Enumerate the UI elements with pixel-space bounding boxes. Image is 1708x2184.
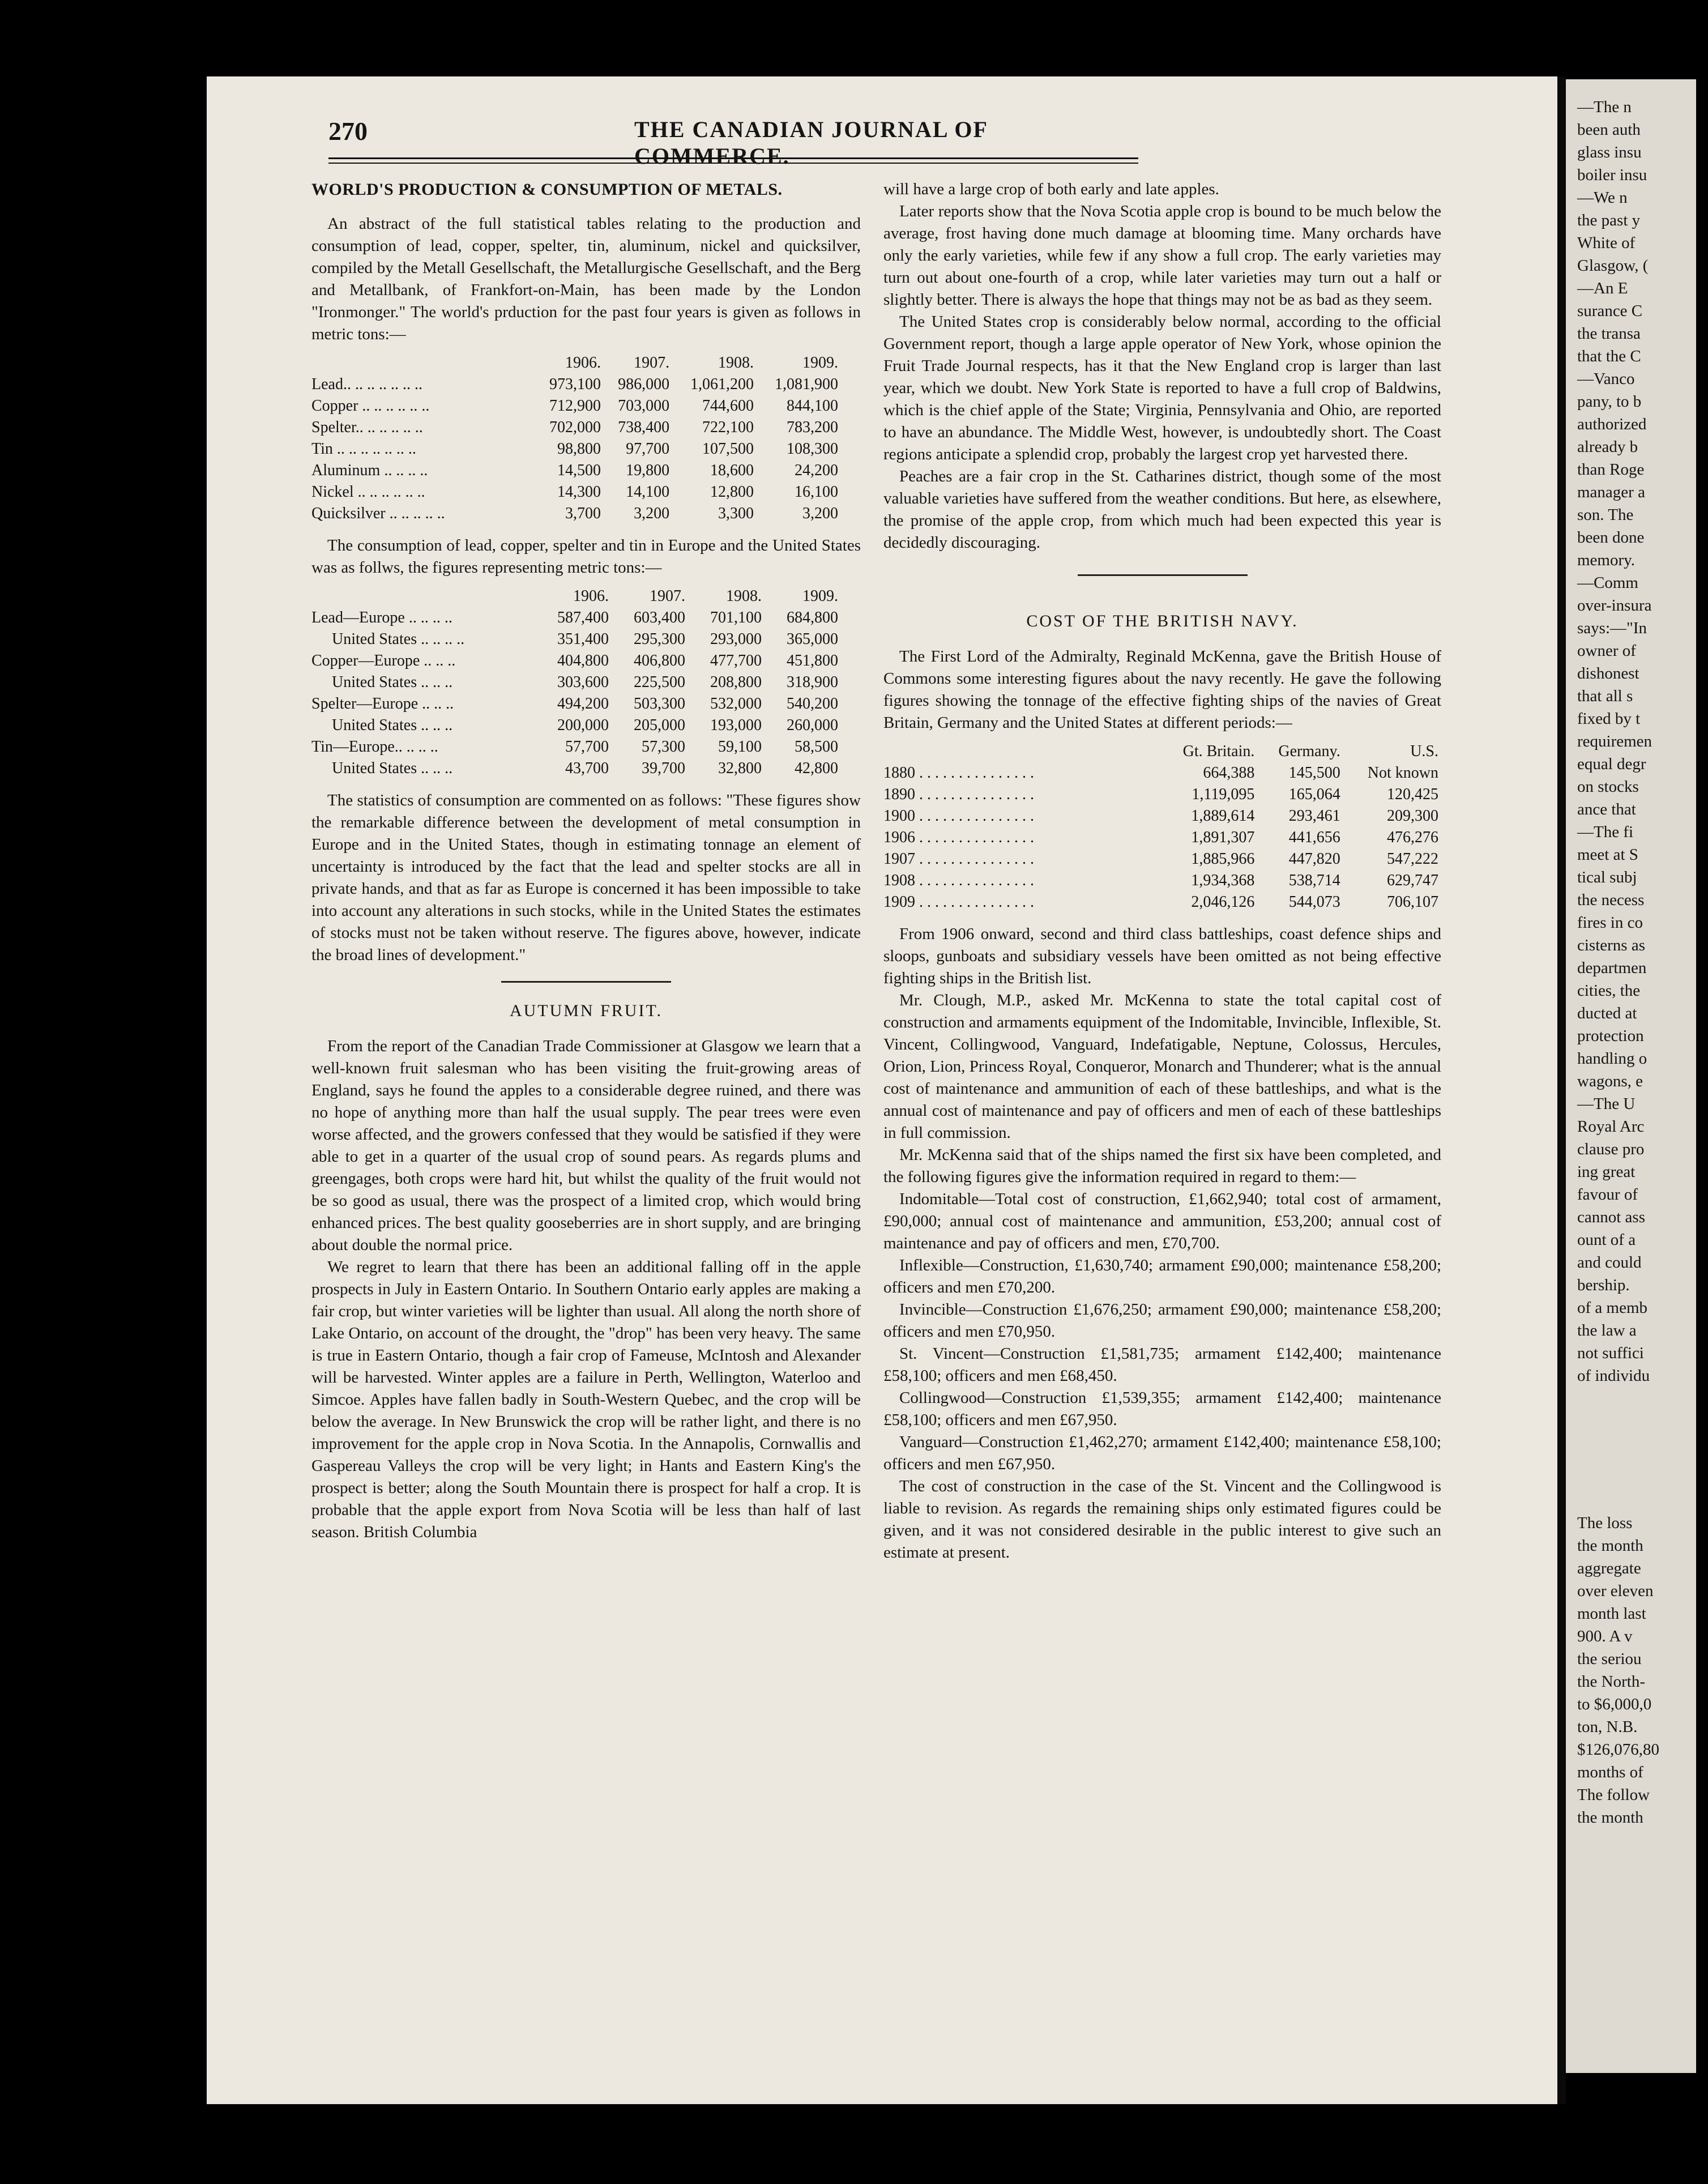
consumption-row xyxy=(311,693,838,715)
adjacent-page-line: 900. A v xyxy=(1577,1627,1633,1645)
navy-tonnage-value: 476,276 xyxy=(1387,829,1438,846)
production-value: 24,200 xyxy=(795,462,838,479)
production-value: 702,000 xyxy=(549,419,601,436)
production-value: 783,200 xyxy=(787,419,838,436)
adjacent-page-line: protection xyxy=(1577,1027,1644,1045)
navy-year: 1908 . . . . . . . . . . . . . . . xyxy=(883,872,1034,889)
adjacent-page-line: months of xyxy=(1577,1763,1643,1781)
fruit-paragraph-6: Peaches are a fair crop in the St. Catharines district, though some of the most valuable varieties have suffered from the weather conditions. But here, as elsewhere, the promise of the apple crop, from which much had been expected this year is decidedly discouraging. xyxy=(883,467,1441,552)
adjacent-page-line: boiler insu xyxy=(1577,166,1647,184)
adjacent-page-line: that the C xyxy=(1577,347,1641,365)
navy-tonnage-value: 1,934,368 xyxy=(1191,872,1255,889)
consumption-label: Tin—Europe.. .. .. .. xyxy=(311,738,438,756)
production-value: 738,400 xyxy=(618,419,670,436)
consumption-value: 365,000 xyxy=(787,630,838,648)
production-value: 16,100 xyxy=(795,483,838,501)
production-table xyxy=(311,352,838,524)
section-divider xyxy=(1078,574,1248,576)
adjacent-page-line: fixed by t xyxy=(1577,710,1641,728)
production-value: 19,800 xyxy=(626,462,670,479)
consumption-table xyxy=(311,586,838,779)
adjacent-page-line: the law a xyxy=(1577,1321,1637,1340)
adjacent-page-line: manager a xyxy=(1577,483,1645,501)
consumption-value: 43,700 xyxy=(565,760,609,777)
adjacent-page-line: clause pro xyxy=(1577,1140,1645,1158)
navy-tonnage-value: 1,889,614 xyxy=(1191,807,1255,825)
production-value: 1,061,200 xyxy=(690,376,754,393)
consumption-value: 39,700 xyxy=(642,760,685,777)
production-value: 703,000 xyxy=(618,397,670,415)
consumption-value: 532,000 xyxy=(710,695,762,713)
production-row xyxy=(311,481,838,503)
navy-tonnage-value: 120,425 xyxy=(1387,786,1438,803)
production-value: 1,081,900 xyxy=(775,376,838,393)
metals-commentary: The statistics of consumption are commented on as follows: "These figures show the remarkable difference between the development of metal consumption in Europe and in the United States, though in estimating tonnage an element of uncertainty is introduced by the fact that the lead and spelter stocks are all in private hands, and that as far as Europe is concerned it has been impossible to take into account any alterations in such stocks, while in the United States the estimates of stocks must not be taken without reserve. The figures above, however, indicate the broad lines of development." xyxy=(311,791,861,964)
adjacent-page-line: favour of xyxy=(1577,1185,1638,1204)
production-value: 12,800 xyxy=(710,483,754,501)
production-year: 1908. xyxy=(718,354,754,372)
consumption-value: 494,200 xyxy=(557,695,609,713)
fruit-paragraph-5: The United States crop is considerably below normal, according to the official Government report, though a large apple operator of New York, whose opinion the Fruit Trade Journal respects, has it that the New England crop is larger than last year, which we doubt. New York State is reported to have a full crop of Baldwins, which is the chief apple of the State; Virginia, Pennsylvania and Ohio, are reported to have an abundance. The Middle West, however, is undoubtedly short. The Coast regions anticipate a splendid crop, probably the largest crop yet harvested there. xyxy=(883,313,1441,463)
navy-year: 1890 . . . . . . . . . . . . . . . xyxy=(883,786,1034,803)
adjacent-page-line: surance C xyxy=(1577,302,1643,320)
consumption-value: 205,000 xyxy=(634,716,685,734)
adjacent-page-line: ount of a xyxy=(1577,1231,1636,1249)
navy-year: 1906 . . . . . . . . . . . . . . . xyxy=(883,829,1034,846)
production-value: 3,700 xyxy=(565,505,601,522)
consumption-label: Spelter—Europe .. .. .. xyxy=(311,695,454,713)
page-header xyxy=(328,116,1138,169)
consumption-value: 42,800 xyxy=(795,760,838,777)
navy-year: 1907 . . . . . . . . . . . . . . . xyxy=(883,850,1034,868)
consumption-value: 193,000 xyxy=(710,716,762,734)
metal-label: Quicksilver .. .. .. .. .. xyxy=(311,505,445,522)
adjacent-page-line: —We n xyxy=(1577,189,1628,207)
adjacent-page-line: meet at S xyxy=(1577,846,1638,864)
production-table-header xyxy=(311,352,838,374)
ship-cost-paragraph: St. Vincent—Construction £1,581,735; armament £142,400; maintenance £58,100; officers and men £68,450. xyxy=(883,1345,1441,1385)
consumption-row xyxy=(311,758,838,779)
ship-cost-paragraph: Collingwood—Construction £1,539,355; armament £142,400; maintenance £58,100; officers and men £67,950. xyxy=(883,1389,1441,1429)
production-row xyxy=(311,503,838,524)
adjacent-page-line: and could xyxy=(1577,1253,1642,1272)
navy-tonnage-value: 1,891,307 xyxy=(1191,829,1255,846)
adjacent-page-line: the seriou xyxy=(1577,1650,1642,1668)
navy-tonnage-value: 1,885,966 xyxy=(1191,850,1255,868)
adjacent-page-line: that all s xyxy=(1577,687,1633,705)
consumption-value: 540,200 xyxy=(787,695,838,713)
consumption-row xyxy=(311,607,838,629)
metal-label: Copper .. .. .. .. .. .. xyxy=(311,397,430,415)
adjacent-page-line: glass insu xyxy=(1577,143,1642,161)
consumption-row xyxy=(311,629,838,650)
production-value: 14,100 xyxy=(626,483,670,501)
adjacent-page-line: Glasgow, ( xyxy=(1577,257,1649,275)
consumption-value: 32,800 xyxy=(718,760,762,777)
adjacent-page-line: been auth xyxy=(1577,121,1641,139)
consumption-value: 57,300 xyxy=(642,738,685,756)
adjacent-page-line: been done xyxy=(1577,528,1645,547)
production-value: 98,800 xyxy=(557,440,601,458)
adjacent-page-line: ducted at xyxy=(1577,1004,1637,1022)
navy-row xyxy=(883,891,1438,913)
consumption-value: 208,800 xyxy=(710,673,762,691)
adjacent-page-line: The follow xyxy=(1577,1786,1650,1804)
fruit-paragraph-3: will have a large crop of both early and late apples. xyxy=(883,180,1219,198)
ship-cost-list xyxy=(883,1188,1441,1475)
production-value: 107,500 xyxy=(702,440,754,458)
navy-tonnage-value: 2,046,126 xyxy=(1191,893,1255,911)
consumption-row xyxy=(311,672,838,693)
adjacent-page-line: authorized xyxy=(1577,415,1647,433)
adjacent-page-line: —Vanco xyxy=(1577,370,1635,388)
fruit-heading: AUTUMN FRUIT. xyxy=(509,1001,663,1020)
navy-column-header: U.S. xyxy=(1410,743,1438,760)
adjacent-page-line: fires in co xyxy=(1577,914,1643,932)
adjacent-page-line: ton, N.B. xyxy=(1577,1718,1638,1736)
production-value: 14,500 xyxy=(557,462,601,479)
adjacent-page-line: owner of xyxy=(1577,642,1636,660)
navy-row xyxy=(883,870,1438,891)
fruit-paragraph-2: We regret to learn that there has been an additional falling off in the apple prospects in July in Eastern Ontario. In Southern Ontario early apples are making a fair crop, but winter varieties will be lighter than usual. All along the north shore of Lake Ontario, on account of the drought, the "drop" has been very heavy. The same is true in Eastern Ontario, though a fair crop of Fameuse, McIntosh and Alexander will be harvested. Winter apples are a failure in Perth, Wellington, Waterloo and Simcoe. Apples have fallen badly in South-Western Quebec, and the crop will be below the average. In New Brunswick the crop will be rather light, and there is no improvement for the apple crop in Nova Scotia. In the Annapolis, Cornwallis and Gaspereau Valleys the crop will be very light; in Hants and Eastern King's the prospect is better; along the South Mountain there is prospect for half a crop. It is probable that the apple export from Nova Scotia will be less than half of last season. British Columbia xyxy=(311,1258,861,1541)
consumption-label: United States .. .. .. xyxy=(332,760,453,777)
navy-row xyxy=(883,762,1438,784)
adjacent-page-line: over-insura xyxy=(1577,596,1652,615)
navy-row xyxy=(883,805,1438,827)
production-value: 14,300 xyxy=(557,483,601,501)
adjacent-page-line: pany, to b xyxy=(1577,393,1642,411)
consumption-row xyxy=(311,715,838,736)
navy-tonnage-value: Not known xyxy=(1367,764,1438,782)
consumption-value: 260,000 xyxy=(787,716,838,734)
adjacent-page-line: aggregate xyxy=(1577,1559,1641,1577)
adjacent-page-line: —An E xyxy=(1577,279,1628,297)
adjacent-page-line: White of xyxy=(1577,234,1636,252)
consumption-value: 406,800 xyxy=(634,652,685,669)
adjacent-page-line: son. The xyxy=(1577,506,1634,524)
adjacent-page-line: —The n xyxy=(1577,98,1632,116)
consumption-label: Copper—Europe .. .. .. xyxy=(311,652,456,669)
production-value: 712,900 xyxy=(549,397,601,415)
production-value: 97,700 xyxy=(626,440,670,458)
adjacent-page-line: ing great xyxy=(1577,1163,1636,1181)
navy-tonnage-value: 664,388 xyxy=(1203,764,1255,782)
navy-tonnage-value: 165,064 xyxy=(1288,786,1340,803)
consumption-value: 225,500 xyxy=(634,673,685,691)
consumption-value: 200,000 xyxy=(557,716,609,734)
adjacent-page-line: requiremen xyxy=(1577,732,1653,750)
navy-row xyxy=(883,784,1438,805)
production-value: 744,600 xyxy=(702,397,754,415)
consumption-value: 503,300 xyxy=(634,695,685,713)
adjacent-page-line: the necess xyxy=(1577,891,1645,909)
adjacent-page-line: the month xyxy=(1577,1808,1643,1827)
adjacent-page-line: departmen xyxy=(1577,959,1647,977)
adjacent-page-line: of individu xyxy=(1577,1367,1650,1385)
adjacent-page-line: ance that xyxy=(1577,800,1636,818)
adjacent-page-line: not suffici xyxy=(1577,1344,1644,1362)
consumption-row xyxy=(311,650,838,672)
production-value: 722,100 xyxy=(702,419,754,436)
consumption-label: United States .. .. .. xyxy=(332,673,453,691)
consumption-year: 1907. xyxy=(650,587,685,605)
consumption-value: 477,700 xyxy=(710,652,762,669)
navy-tonnage-value: 209,300 xyxy=(1387,807,1438,825)
consumption-value: 293,000 xyxy=(710,630,762,648)
header-rule xyxy=(328,157,1138,164)
page-number: 270 xyxy=(328,117,368,146)
consumption-value: 58,500 xyxy=(795,738,838,756)
navy-heading: COST OF THE BRITISH NAVY. xyxy=(1026,612,1299,630)
consumption-value: 603,400 xyxy=(634,609,685,626)
adjacent-page-line: than Roge xyxy=(1577,460,1645,479)
production-year: 1909. xyxy=(802,354,838,372)
navy-paragraph-clough: Mr. Clough, M.P., asked Mr. McKenna to state the total capital cost of construction and armaments equipment of the Indomitable, Invincible, Inflexible, St. Vincent, Collingwood, Vanguard, Indefatigable, Neptune, Colossus, Hercules, Orion, Lion, Princess Royal, Conqueror, Monarch and Thunderer; what is the annual cost of maintenance and ammunition of each of these battleships, and what is the annual cost of maintenance and pay of officers and men of each of these battleships in full commission. xyxy=(883,991,1441,1142)
consumption-value: 59,100 xyxy=(718,738,762,756)
consumption-value: 295,300 xyxy=(634,630,685,648)
navy-tonnage-value: 547,222 xyxy=(1387,850,1438,868)
navy-year: 1880 . . . . . . . . . . . . . . . xyxy=(883,764,1034,782)
navy-paragraph-reply: Mr. McKenna said that of the ships named the first six have been completed, and the following figures give the information required in regard to them:— xyxy=(883,1146,1441,1186)
metals-intro: An abstract of the full statistical tables relating to the production and consumption of lead, copper, spelter, tin, aluminum, nickel and quicksilver, compiled by the Metall Gesellschaft, the Metallurgische Gesellschaft, and the Berg and Metallbank, of Frankfort-on-Main, has been made by the London "Ironmonger." The world's prduction for the past four years is given as follows in metric tons:— xyxy=(311,215,861,343)
navy-tonnage-value: 706,107 xyxy=(1387,893,1438,911)
navy-tonnage-value: 538,714 xyxy=(1288,872,1340,889)
ship-cost-paragraph: Inflexible—Construction, £1,630,740; armament £90,000; maintenance £58,200; officers and men £70,200. xyxy=(883,1256,1441,1296)
adjacent-page-line: The loss xyxy=(1577,1514,1633,1532)
journal-title: THE CANADIAN JOURNAL OF COMMERCE. xyxy=(634,117,988,169)
production-value: 844,100 xyxy=(787,397,838,415)
adjacent-page-line: the month xyxy=(1577,1537,1643,1555)
metal-label: Lead.. .. .. .. .. .. .. xyxy=(311,376,422,393)
production-row xyxy=(311,438,838,460)
adjacent-page-line: cisterns as xyxy=(1577,936,1645,954)
adjacent-page-line: memory. xyxy=(1577,551,1636,569)
adjacent-page-line: on stocks xyxy=(1577,778,1639,796)
consumption-value: 684,800 xyxy=(787,609,838,626)
consumption-value: 451,800 xyxy=(787,652,838,669)
right-column xyxy=(883,178,1441,1564)
consumption-label: Lead—Europe .. .. .. .. xyxy=(311,609,452,626)
consumption-value: 701,100 xyxy=(710,609,762,626)
navy-table-header xyxy=(883,741,1438,762)
production-value: 3,300 xyxy=(718,505,754,522)
production-row xyxy=(311,460,838,481)
adjacent-page-line: tical subj xyxy=(1577,868,1637,886)
adjacent-page-line: says:—"In xyxy=(1577,619,1647,637)
navy-column-header: Gt. Britain. xyxy=(1182,743,1255,760)
navy-tonnage-value: 544,073 xyxy=(1288,893,1340,911)
navy-year: 1900 . . . . . . . . . . . . . . . xyxy=(883,807,1034,825)
consumption-value: 351,400 xyxy=(557,630,609,648)
adjacent-page-line: the North- xyxy=(1577,1673,1645,1691)
section-divider xyxy=(501,981,671,983)
navy-tonnage-table xyxy=(883,741,1438,913)
production-value: 973,100 xyxy=(549,376,601,393)
production-value: 3,200 xyxy=(634,505,670,522)
adjacent-page-line: equal degr xyxy=(1577,755,1646,773)
consumption-intro: The consumption of lead, copper, spelter and tin in Europe and the United States was as follws, the figures representing metric tons:— xyxy=(311,536,861,577)
metals-heading: WORLD'S PRODUCTION & CONSUMPTION OF METALS. xyxy=(311,180,783,199)
metal-label: Spelter.. .. .. .. .. .. xyxy=(311,419,423,436)
navy-tonnage-value: 447,820 xyxy=(1288,850,1340,868)
adjacent-page-line: bership. xyxy=(1577,1276,1630,1294)
navy-intro: The First Lord of the Admiralty, Reginald McKenna, gave the British House of Commons some interesting figures about the navy recently. He gave the following figures showing the tonnage of the effective fighting ships of the navies of Great Britain, Germany and the United States at different periods:— xyxy=(883,647,1441,732)
production-row xyxy=(311,417,838,438)
adjacent-page-line: —Comm xyxy=(1577,574,1638,592)
navy-tonnage-value: 1,119,095 xyxy=(1192,786,1255,803)
consumption-value: 318,900 xyxy=(787,673,838,691)
ship-cost-paragraph: Indomitable—Total cost of construction, £1,662,940; total cost of armament, £90,000; annual cost of maintenance and ammunition, £53,200; annual cost of maintenance and pay of officers and men, £70,700. xyxy=(883,1190,1441,1252)
adjacent-page-line: to $6,000,0 xyxy=(1577,1695,1652,1713)
navy-paragraph-end: The cost of construction in the case of the St. Vincent and the Collingwood is liable to revision. As regards the remaining ships only estimated figures could be given, and it was not considered desirable in the public interest to give such an estimate at present. xyxy=(883,1477,1441,1562)
adjacent-page-line: cities, the xyxy=(1577,982,1641,1000)
adjacent-page-line: Royal Arc xyxy=(1577,1117,1645,1136)
production-year: 1906. xyxy=(565,354,601,372)
consumption-value: 57,700 xyxy=(565,738,609,756)
navy-tonnage-value: 145,500 xyxy=(1288,764,1340,782)
production-year: 1907. xyxy=(634,354,670,372)
adjacent-page-fragment xyxy=(1566,79,1696,2073)
adjacent-page-line: already b xyxy=(1577,438,1638,456)
consumption-label: United States .. .. .. xyxy=(332,716,453,734)
navy-tonnage-value: 441,656 xyxy=(1288,829,1340,846)
left-column xyxy=(311,178,861,1543)
production-value: 986,000 xyxy=(618,376,670,393)
adjacent-page-line: cannot ass xyxy=(1577,1208,1645,1226)
production-row xyxy=(311,374,838,395)
adjacent-page-line: handling o xyxy=(1577,1050,1647,1068)
adjacent-page-line: of a memb xyxy=(1577,1299,1648,1317)
adjacent-page-line: month last xyxy=(1577,1605,1646,1623)
consumption-label: United States .. .. .. .. xyxy=(332,630,465,648)
consumption-value: 404,800 xyxy=(557,652,609,669)
production-row xyxy=(311,395,838,417)
adjacent-page-line: —The fi xyxy=(1577,823,1634,841)
navy-column-header: Germany. xyxy=(1278,743,1340,760)
adjacent-page-line: $126,076,80 xyxy=(1577,1741,1659,1759)
adjacent-page-line: the transa xyxy=(1577,325,1641,343)
adjacent-page-line: —The U xyxy=(1577,1095,1636,1113)
adjacent-page-line: dishonest xyxy=(1577,664,1639,682)
navy-paragraph-omitted: From 1906 onward, second and third class battleships, coast defence ships and sloops, gunboats and subsidiary vessels have been omitted as not being effective fighting ships in the British list. xyxy=(883,925,1441,987)
ship-cost-paragraph: Invincible—Construction £1,676,250; armament £90,000; maintenance £58,200; officers and men £70,950. xyxy=(883,1300,1441,1341)
metal-label: Nickel .. .. .. .. .. .. xyxy=(311,483,425,501)
consumption-table-header xyxy=(311,586,838,607)
production-value: 18,600 xyxy=(710,462,754,479)
ship-cost-paragraph: Vanguard—Construction £1,462,270; armament £142,400; maintenance £58,100; officers and men £67,950. xyxy=(883,1433,1441,1473)
consumption-year: 1909. xyxy=(802,587,838,605)
metal-label: Tin .. .. .. .. .. .. .. xyxy=(311,440,416,458)
adjacent-page-line: the past y xyxy=(1577,211,1641,229)
adjacent-page-line: wagons, e xyxy=(1577,1072,1643,1090)
fruit-paragraph-1: From the report of the Canadian Trade Commissioner at Glasgow we learn that a well-known fruit salesman who has been visiting the fruit-growing areas of England, says he found the apples to a considerable degree ruined, and there was no hope of anything more than half the usual supply. The pear trees were even worse affected, and the growers confessed that they would be satisfied if they were able to get in a quarter of the usual crop of sound pears. As regards plums and greengages, both crops were hard hit, but whilst the quality of the fruit would not be so good as usual, there was the prospect of a limited crop, which would bring enhanced prices. The best quality gooseberries are in short supply, and are bringing about double the normal price. xyxy=(311,1037,861,1254)
fruit-paragraph-4: Later reports show that the Nova Scotia apple crop is bound to be much below the average, frost having done much damage at blooming time. Many orchards have only the early varieties, while few if any show a full crop. The early varieties may turn out about one-fourth of a crop, while later varieties may turn out a half or slightly better. There is always the hope that things may not be as bad as they seem. xyxy=(883,202,1441,309)
production-value: 3,200 xyxy=(802,505,838,522)
production-value: 108,300 xyxy=(787,440,838,458)
consumption-row xyxy=(311,736,838,758)
consumption-value: 587,400 xyxy=(557,609,609,626)
navy-row xyxy=(883,848,1438,870)
consumption-value: 303,600 xyxy=(557,673,609,691)
page-gutter xyxy=(1557,76,1566,2104)
navy-year: 1909 . . . . . . . . . . . . . . . xyxy=(883,893,1034,911)
navy-tonnage-value: 629,747 xyxy=(1387,872,1438,889)
consumption-year: 1906. xyxy=(573,587,609,605)
navy-row xyxy=(883,827,1438,848)
navy-tonnage-value: 293,461 xyxy=(1288,807,1340,825)
consumption-year: 1908. xyxy=(726,587,762,605)
adjacent-page-line: over eleven xyxy=(1577,1582,1654,1600)
metal-label: Aluminum .. .. .. .. xyxy=(311,462,428,479)
